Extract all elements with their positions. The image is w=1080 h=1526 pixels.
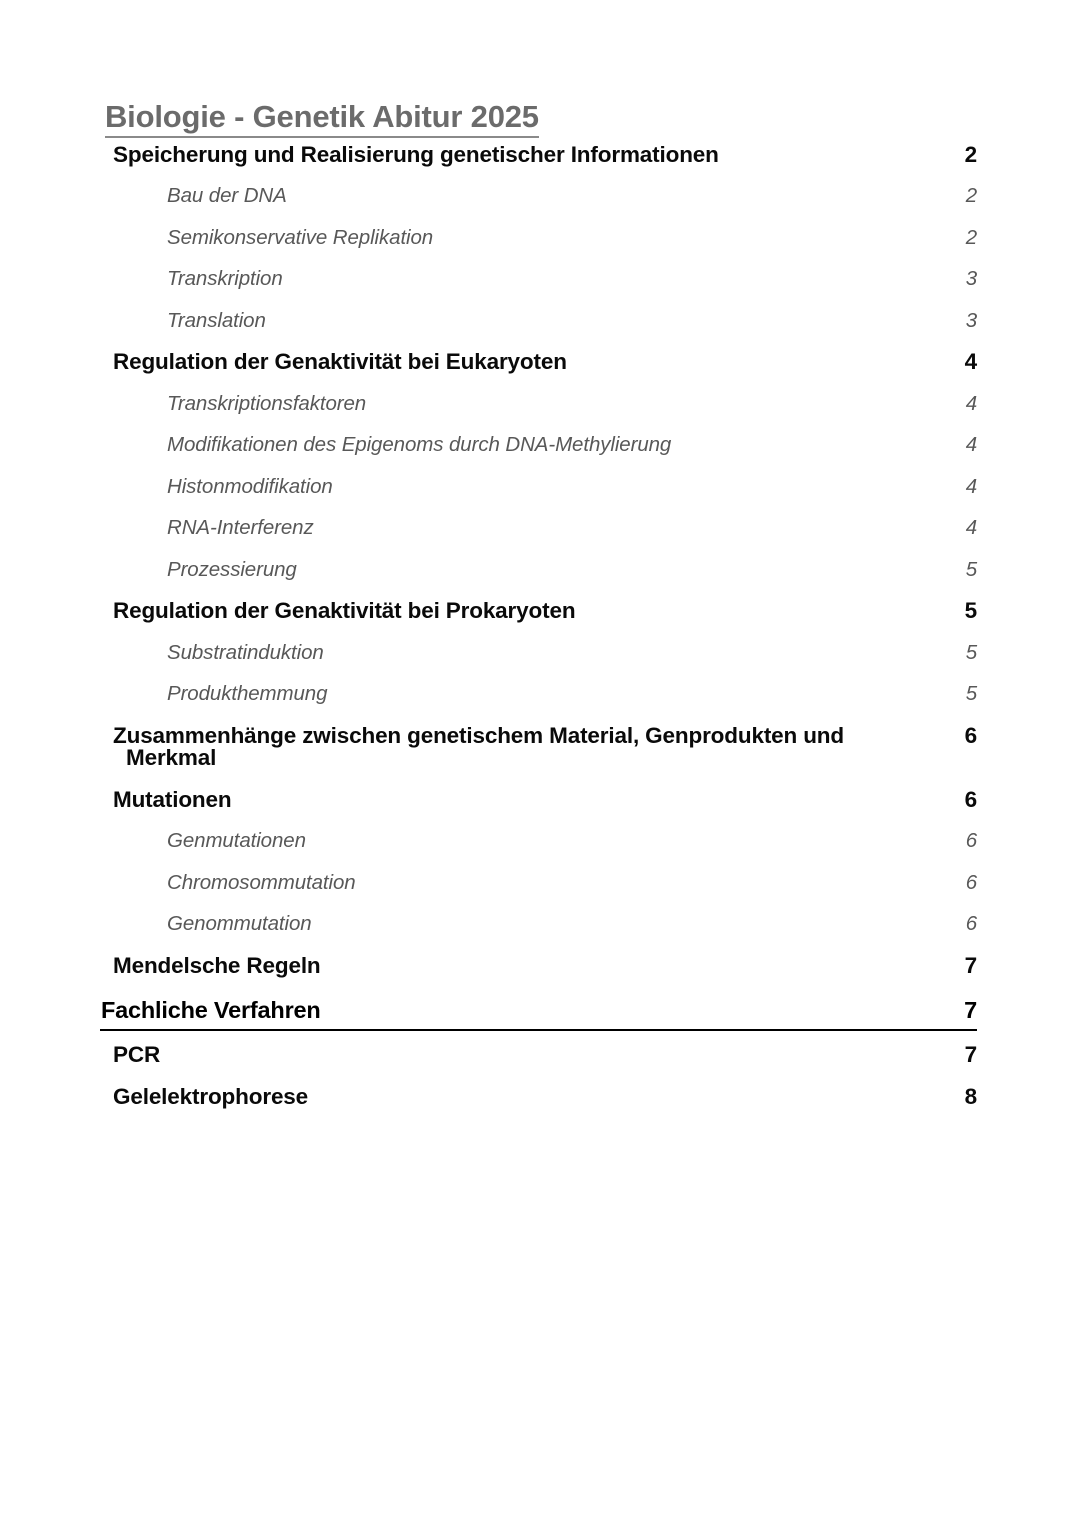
toc-entry-label: Semikonservative Replikation [167, 225, 434, 249]
toc-entry-prozessierung[interactable] [100, 549, 977, 591]
toc-entry-label: Modifikationen des Epigenoms durch DNA-Methylierung [167, 433, 672, 457]
toc-entry-chromosommutation[interactable] [100, 862, 977, 904]
toc-entry-label: Genmutationen [167, 829, 306, 853]
toc-entry-page-number: 5 [965, 640, 977, 664]
toc-entry-page-number: 2 [965, 184, 977, 208]
toc-entry-bau-der-dna[interactable] [100, 176, 977, 218]
toc-entry-label: Prozessierung [167, 557, 297, 581]
toc-entry-translation[interactable] [100, 300, 977, 342]
toc-entry-mutationen[interactable] [100, 779, 977, 821]
toc-entry-rna-interferenz[interactable] [100, 508, 977, 550]
toc-entry-label: Transkription [167, 267, 283, 291]
toc-entry-label: PCR [113, 1042, 161, 1068]
toc-entry-zusammenhange-zwischen-genetischem-material-[interactable] [100, 715, 977, 779]
toc-entry-label: Substratinduktion [167, 640, 324, 664]
toc-entry-page-number: 5 [965, 682, 977, 706]
document-title-container [100, 100, 977, 142]
toc-entry-transkription[interactable] [100, 259, 977, 301]
toc-entry-label: Histonmodifikation [167, 474, 333, 498]
toc-entry-page-number: 4 [965, 433, 977, 457]
toc-entry-fachliche-verfahren[interactable] [100, 987, 977, 1032]
toc-entry-page-number: 6 [965, 829, 977, 853]
toc-entry-label: Chromosommutation [167, 870, 356, 894]
toc-entry-page-number: 4 [965, 391, 977, 415]
document-title: Biologie - Genetik Abitur 2025 [105, 100, 539, 138]
toc-entry-label: Fachliche Verfahren [101, 996, 321, 1023]
toc-entry-page-number: 4 [965, 516, 977, 540]
toc-entry-label: Transkriptionsfaktoren [167, 391, 367, 415]
toc-entry-produkthemmung[interactable] [100, 674, 977, 716]
toc-entry-mendelsche-regeln[interactable] [100, 945, 977, 987]
toc-entry-regulation-der-genaktivitat-bei-prokaryoten[interactable] [100, 591, 977, 633]
toc-entry-page-number: 2 [964, 141, 977, 167]
toc-entry-label: Zusammenhänge zwischen genetischem Material, Genprodukten und Merkmal [113, 722, 844, 771]
toc-entry-label: Genommutation [167, 912, 312, 936]
toc-entry-gelelektrophorese[interactable] [100, 1076, 977, 1118]
toc-entry-label: Gelelektrophorese [113, 1083, 309, 1109]
toc-entry-page-number: 8 [964, 1083, 977, 1109]
toc-entry-label: Speicherung und Realisierung genetischer Informationen [113, 141, 719, 167]
toc-entry-speicherung-und-realisierung-genetischer-inf[interactable] [100, 142, 977, 176]
toc-entry-label: RNA-Interferenz [167, 516, 314, 540]
toc-entry-page-number: 7 [964, 952, 977, 978]
toc-entry-page-number: 3 [965, 267, 977, 291]
toc-entry-page-number: 6 [964, 786, 977, 812]
toc-entry-page-number: 6 [965, 912, 977, 936]
toc-entry-genmutationen[interactable] [100, 821, 977, 863]
toc-entry-page-number: 6 [964, 722, 977, 748]
toc-entry-label: Regulation der Genaktivität bei Prokaryoten [113, 598, 576, 624]
toc-entry-histonmodifikation[interactable] [100, 466, 977, 508]
toc-entry-page-number: 7 [964, 996, 977, 1023]
toc-entry-page-number: 5 [964, 598, 977, 624]
table-of-contents [100, 100, 977, 1118]
toc-entry-page-number: 3 [965, 308, 977, 332]
toc-entry-page-number: 7 [964, 1042, 977, 1068]
toc-entry-label: Mutationen [113, 786, 232, 812]
toc-entry-substratinduktion[interactable] [100, 632, 977, 674]
toc-entry-page-number: 6 [965, 870, 977, 894]
toc-entry-label: Produkthemmung [167, 682, 328, 706]
toc-entry-genommutation[interactable] [100, 904, 977, 946]
toc-entry-semikonservative-replikation[interactable] [100, 217, 977, 259]
toc-entry-transkriptionsfaktoren[interactable] [100, 383, 977, 425]
toc-entry-label: Mendelsche Regeln [113, 952, 321, 978]
toc-entry-list [100, 142, 977, 1118]
toc-entry-page-number: 2 [965, 225, 977, 249]
toc-entry-label: Bau der DNA [167, 184, 287, 208]
toc-entry-page-number: 4 [965, 474, 977, 498]
toc-entry-page-number: 5 [965, 557, 977, 581]
toc-entry-label: Regulation der Genaktivität bei Eukaryoten [113, 349, 567, 375]
toc-entry-pcr[interactable] [100, 1033, 977, 1076]
toc-entry-page-number: 4 [964, 349, 977, 375]
toc-entry-modifikationen-des-epigenoms-durch-dna-methy[interactable] [100, 425, 977, 467]
toc-entry-regulation-der-genaktivitat-bei-eukaryoten[interactable] [100, 342, 977, 384]
toc-entry-label: Translation [167, 308, 266, 332]
